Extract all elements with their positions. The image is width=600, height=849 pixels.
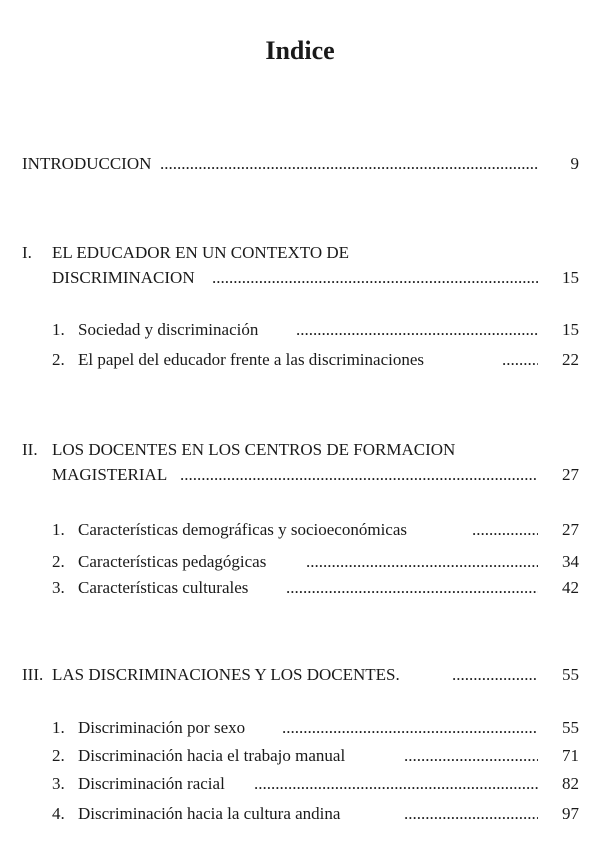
section-number: I. bbox=[22, 243, 32, 262]
toc-page-number: 97 bbox=[562, 804, 579, 823]
item-label: Discriminación racial bbox=[78, 774, 225, 793]
toc-leader-dots bbox=[452, 665, 538, 685]
toc-page-number: 82 bbox=[562, 774, 579, 793]
toc-page-number: 27 bbox=[562, 520, 579, 539]
item-label: Características culturales bbox=[78, 578, 249, 597]
toc-leader-dots bbox=[502, 350, 538, 370]
item-number: 1. bbox=[52, 320, 65, 339]
toc-leader-dots bbox=[160, 154, 538, 174]
section-title-line2: DISCRIMINACION bbox=[52, 268, 195, 287]
toc-page-number: 27 bbox=[562, 465, 579, 484]
toc-item[interactable] bbox=[0, 804, 600, 824]
section-title-line2: MAGISTERIAL bbox=[52, 465, 168, 484]
toc-item[interactable] bbox=[0, 746, 600, 766]
item-number: 4. bbox=[52, 804, 65, 823]
item-number: 1. bbox=[52, 520, 65, 539]
toc-leader-dots bbox=[404, 746, 538, 766]
toc-item[interactable] bbox=[0, 774, 600, 794]
toc-section-1-heading[interactable] bbox=[0, 243, 600, 263]
toc-section-1-entry[interactable] bbox=[0, 268, 600, 288]
toc-item[interactable] bbox=[0, 320, 600, 340]
toc-section-3-entry[interactable] bbox=[0, 665, 600, 685]
toc-section-2-entry[interactable] bbox=[0, 465, 600, 485]
toc-item[interactable] bbox=[0, 350, 600, 370]
item-number: 3. bbox=[52, 578, 65, 597]
item-label: Características demográficas y socioeconómicas bbox=[78, 520, 408, 539]
toc-leader-dots bbox=[296, 320, 538, 340]
page-title: Indice bbox=[265, 36, 335, 65]
toc-page-number: 22 bbox=[562, 350, 579, 369]
section-title: LAS DISCRIMINACIONES Y LOS DOCENTES. bbox=[52, 665, 400, 684]
section-title-line1: LOS DOCENTES EN LOS CENTROS DE FORMACION bbox=[52, 440, 456, 459]
toc-page-number: 15 bbox=[562, 320, 579, 339]
toc-leader-dots bbox=[306, 552, 538, 572]
toc-leader-dots bbox=[212, 268, 538, 288]
toc-section-2-heading[interactable] bbox=[0, 440, 600, 460]
item-label: Discriminación por sexo bbox=[78, 718, 246, 737]
toc-page-number: 34 bbox=[562, 552, 579, 571]
section-number: II. bbox=[22, 440, 38, 459]
item-number: 3. bbox=[52, 774, 65, 793]
item-label: Discriminación hacia la cultura andina bbox=[78, 804, 341, 823]
toc-leader-dots bbox=[472, 520, 538, 540]
item-number: 2. bbox=[52, 350, 65, 369]
toc-item[interactable] bbox=[0, 578, 600, 598]
item-label: Características pedagógicas bbox=[78, 552, 267, 571]
toc-page-number: 42 bbox=[562, 578, 579, 597]
item-label: Sociedad y discriminación bbox=[78, 320, 259, 339]
item-number: 1. bbox=[52, 718, 65, 737]
toc-entry-introduccion[interactable] bbox=[0, 154, 600, 174]
toc-entry-label: INTRODUCCION bbox=[22, 154, 152, 173]
section-number: III. bbox=[22, 665, 44, 684]
toc-item[interactable] bbox=[0, 552, 600, 572]
item-number: 2. bbox=[52, 746, 65, 765]
item-number: 2. bbox=[52, 552, 65, 571]
toc-leader-dots bbox=[286, 578, 538, 598]
toc-leader-dots bbox=[254, 774, 538, 794]
toc-item[interactable] bbox=[0, 718, 600, 738]
toc-page-number: 55 bbox=[562, 665, 579, 684]
toc-leader-dots bbox=[180, 465, 538, 485]
toc-leader-dots bbox=[282, 718, 538, 738]
toc-page-number: 71 bbox=[562, 746, 579, 765]
toc-leader-dots bbox=[404, 804, 538, 824]
section-title-line1: EL EDUCADOR EN UN CONTEXTO DE bbox=[52, 243, 350, 262]
toc-page-number: 9 bbox=[570, 154, 579, 173]
toc-item[interactable] bbox=[0, 520, 600, 540]
item-label: Discriminación hacia el trabajo manual bbox=[78, 746, 346, 765]
toc-page-number: 15 bbox=[562, 268, 579, 287]
item-label: El papel del educador frente a las discriminaciones bbox=[78, 350, 424, 369]
toc-page-number: 55 bbox=[562, 718, 579, 737]
